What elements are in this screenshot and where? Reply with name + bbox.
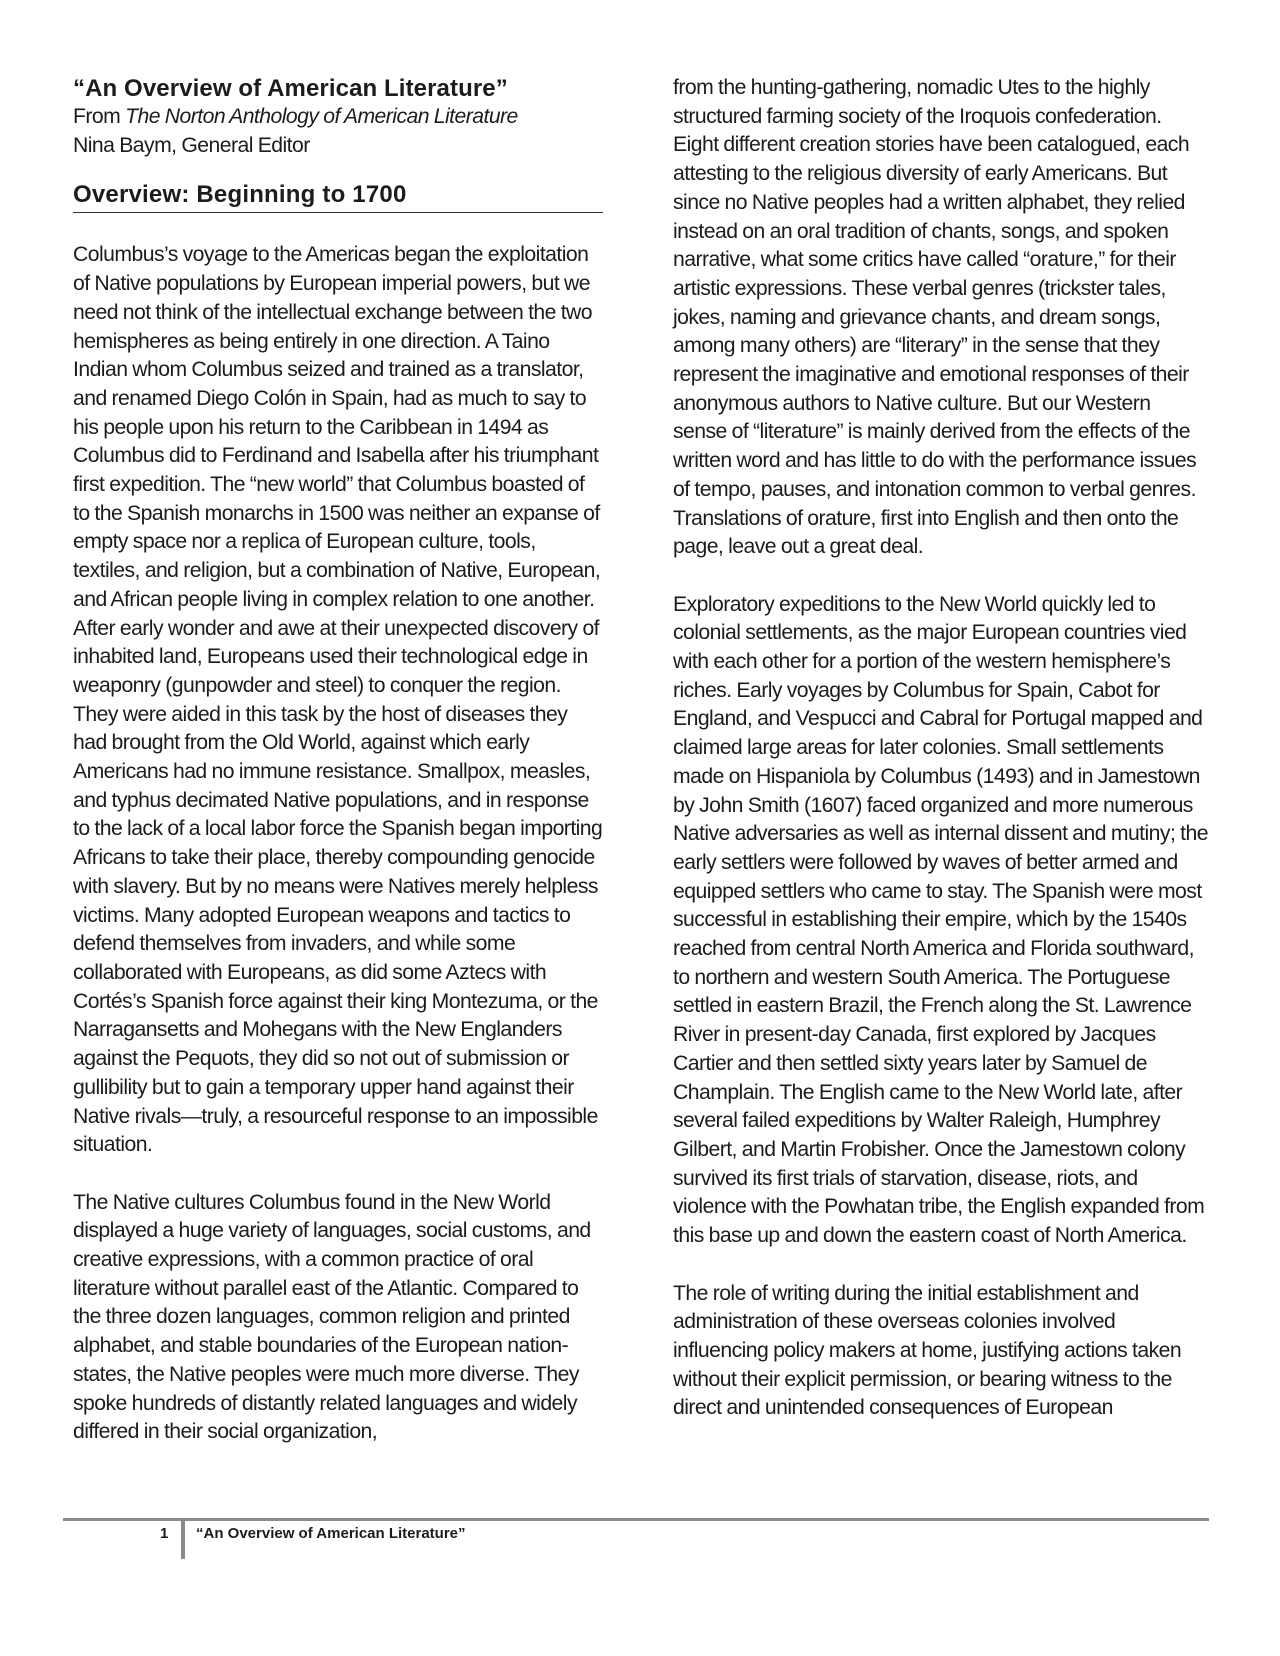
left-paragraph-1: Columbus’s voyage to the Americas began the exploitation of Native populations by European imperial powers, but we need not think of the intellectual exchange between the two hemispheres as being entirely in one direction. A Taino Indian whom Columbus seized and trained as a translator, and renamed Diego Colón in Spain, had as much to say to his people upon his return to the Caribbean in 1494 as Columbus did to Ferdinand and Isabella after his triumphant first expedition. The “new world” that Columbus boasted of to the Spanish monarchs in 1500 was neither an expanse of empty space nor a replica of European culture, tools, textiles, and religion, but a combination of Native, European, and African people living in complex relation to one another. After early wonder and awe at their unexpected discovery of inhabited land, Europeans used their technological edge in weaponry (gunpowder and steel) to conquer the region. They were aided in this task by the host of diseases they had brought from the Old World, against which early Americans had no immune resistance. Smallpox, measles, and typhus decimated Native populations, and in response to the lack of a local labor force the Spanish began importing Africans to take their place, thereby compounding genocide with slavery. But by no means were Natives merely helpless victims. Many adopted European weapons and tactics to defend themselves from invaders, and while some collaborated with Europeans, as did some Aztecs with Cortés’s Spanish force against their king Montezuma, or the Narragansetts and Mohegans with the New Englanders against the Pequots, they did so not out of submission or gullibility but to gain a temporary upper hand against their Native rivals—truly, a resourceful response to an impossible situation. bbox=[73, 243, 603, 1157]
source-line bbox=[73, 103, 603, 132]
source-prefix: From bbox=[73, 105, 126, 128]
source-book-title: The Norton Anthology of American Literature bbox=[125, 105, 518, 128]
right-paragraph-1: from the hunting-gathering, nomadic Utes to the highly structured farming society of the Iroquois confederation. Eight different creation stories have been catalogued, each attesting to the religious diversity of early Americans. But since no Native peoples had a written alphabet, they relied instead on an oral tradition of chants, songs, and spoken narrative, what some critics have called “orature,” for their artistic expressions. These verbal genres (trickster tales, jokes, naming and grievance chants, and dream songs, among many others) are “literary” in the sense that they represent the imaginative and emotional responses of their anonymous authors to Native culture. But our Western sense of “literature” is mainly derived from the effects of the written word and has little to do with the performance issues of tempo, pauses, and intonation common to verbal genres. Translations of orature, first into English and then onto the page, leave out a great deal. bbox=[673, 76, 1197, 559]
footer-rule bbox=[63, 1518, 1209, 1521]
left-column bbox=[73, 74, 603, 1447]
right-paragraph-2: Exploratory expeditions to the New World quickly led to colonial settlements, as the major European countries vied with each other for a portion of the western hemisphere’s riches. Early voyages by Columbus for Spain, Cabot for England, and Vespucci and Cabral for Portugal mapped and claimed large areas for later colonies. Small settlements made on Hispaniola by Columbus (1493) and in Jamestown by John Smith (1607) faced organized and more numerous Native adversaries as well as internal dissent and mutiny; the early settlers were followed by waves of better armed and equipped settlers who came to stay. The Spanish were most successful in establishing their empire, which by the 1540s reached from central North America and Florida southward, to northern and western South America. The Portuguese settled in eastern Brazil, the French along the St. Lawrence River in present-day Canada, first explored by Jacques Cartier and then settled sixty years later by Samuel de Champlain. The English came to the New World late, after several failed expeditions by Walter Raleigh, Humphrey Gilbert, and Martin Frobisher. Once the Jamestown colony survived its first trials of starvation, disease, riots, and violence with the Powhatan tribe, the English expanded from this base up and down the eastern coast of North America. bbox=[673, 592, 1208, 1248]
footer-divider bbox=[181, 1520, 185, 1559]
page-number: 1 bbox=[160, 1525, 169, 1542]
left-paragraph-2: The Native cultures Columbus found in the New World displayed a huge variety of languages, social customs, and creative expressions, with a common practice of oral literature without parallel east of the Atlantic. Compared to the three dozen languages, common religion and printed alphabet, and stable boundaries of the European nation-states, the Native peoples were much more diverse. They spoke hundreds of distantly related languages and widely differed in their social organization, bbox=[73, 1190, 591, 1444]
document-title: “An Overview of American Literature” bbox=[73, 75, 508, 102]
footer-running-title: “An Overview of American Literature” bbox=[196, 1525, 466, 1542]
editor-line: Nina Baym, General Editor bbox=[73, 133, 310, 157]
right-column bbox=[673, 74, 1209, 1423]
section-heading: Overview: Beginning to 1700 bbox=[73, 180, 603, 213]
right-paragraph-3: The role of writing during the initial establishment and administration of these overseas colonies involved influencing policy makers at home, justifying actions taken without their explicit permission, or bearing witness to the direct and unintended consequences of European bbox=[673, 1281, 1182, 1420]
